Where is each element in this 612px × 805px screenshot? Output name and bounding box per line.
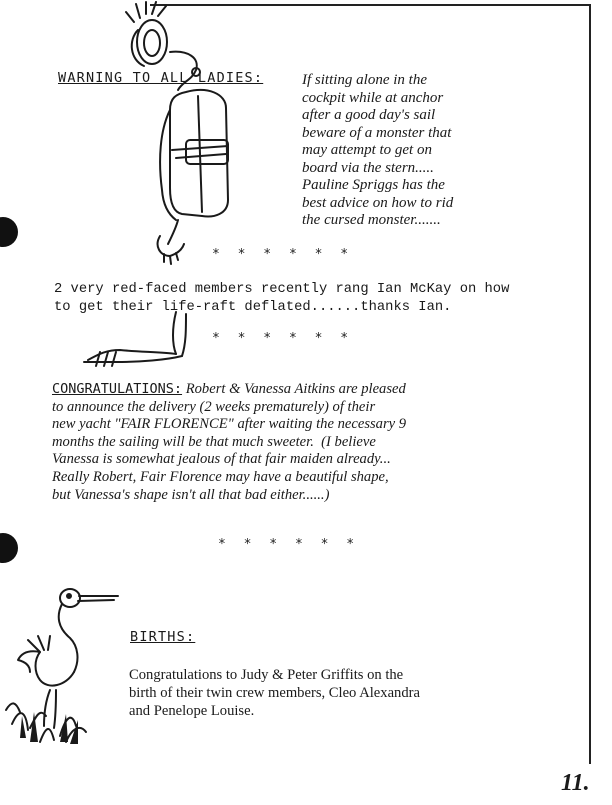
separator-stars-1: * * * * * * [212, 247, 354, 262]
page-number: 11. [561, 770, 590, 796]
warning-line: Pauline Spriggs has the [302, 177, 445, 193]
warning-line: beware of a monster that [302, 124, 452, 141]
births-line: Congratulations to Judy & Peter Griffits on the [129, 667, 404, 683]
warning-body [302, 72, 453, 230]
separator-stars-2: * * * * * * [212, 331, 354, 346]
warning-line: may attempt to get on [302, 142, 432, 158]
warning-line: If sitting alone in the [302, 72, 427, 88]
congratulations-line: Robert & Vanessa Aitkins are pleased [185, 381, 406, 397]
congratulations-heading: CONGRATULATIONS: [52, 381, 183, 397]
congratulations-line: new yacht "FAIR FLORENCE" after waiting the necessary 9 [52, 416, 407, 433]
births-body [129, 666, 420, 720]
separator-stars-3: * * * * * * [218, 537, 360, 552]
congratulations-line: months the sailing will be that much sweeter. (I believe [52, 433, 376, 450]
warning-heading: WARNING TO ALL LADIES: [58, 70, 264, 86]
congratulations-line: Vanessa is somewhat jealous of that fair maiden already... [52, 451, 391, 468]
congratulations-line: but Vanessa's shape isn't all that bad either......) [52, 486, 330, 503]
liferaft-note [54, 281, 509, 317]
births-line: and Penelope Louise. [129, 703, 255, 719]
warning-line: the cursed monster....... [302, 212, 441, 228]
liferaft-line: to get their life-raft deflated......thanks Ian. [54, 300, 452, 315]
warning-line: board via the stern..... [302, 159, 434, 176]
congratulations-line: to announce the delivery (2 weeks prematurely) of their [52, 398, 376, 415]
births-heading: BIRTHS: [130, 629, 196, 645]
warning-line: cockpit while at anchor [302, 89, 444, 106]
congratulations-body [52, 381, 406, 504]
births-line: birth of their twin crew members, Cleo Alexandra [129, 685, 420, 701]
warning-line: after a good day's sail [302, 107, 436, 123]
congratulations-line: Really Robert, Fair Florence may have a beautiful shape, [52, 468, 389, 485]
warning-line: best advice on how to rid [302, 194, 454, 211]
liferaft-line: 2 very red-faced members recently rang Ian McKay on how [54, 282, 510, 297]
